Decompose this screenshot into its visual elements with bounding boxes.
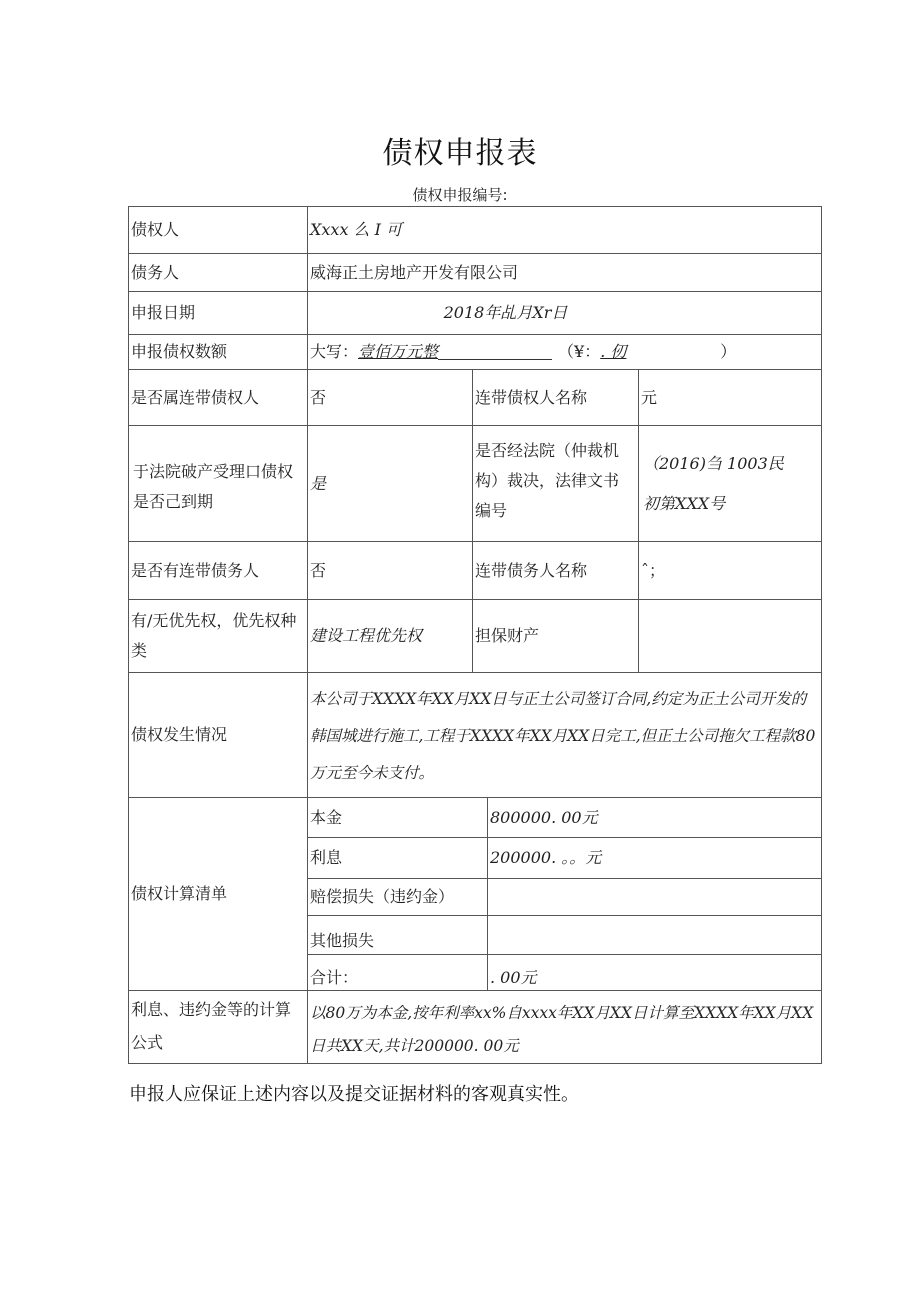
debtor-value: 威海正土房地产开发有限公司 (307, 253, 822, 292)
page-title: 债权申报表 (382, 136, 538, 171)
collateral-label: 担保财产 (472, 599, 639, 673)
calc-item-name: 利息 (307, 837, 488, 879)
calc-item-name: 合计： (307, 954, 488, 991)
calc-item-value (487, 878, 822, 916)
joint-debtor-name-value: ˆ； (638, 541, 822, 600)
joint-debtor-label: 是否有连带债务人 (128, 541, 308, 600)
due-value: 是 (307, 425, 473, 542)
amount-daxie-value: 壹佰万元整 (358, 342, 439, 361)
priority-label (128, 599, 308, 673)
priority-label-text: 有/无优先权，优先权种类 (131, 611, 297, 660)
ruling-value-text: （2016)刍 1003民初第XXX号 (643, 453, 784, 513)
amount-value (307, 334, 822, 370)
date-label: 申报日期 (128, 291, 308, 335)
joint-creditor-name-value: 元 (638, 369, 822, 426)
claim-number-label: 债权申报编号: (412, 186, 508, 204)
occurrence-label: 债权发生情况 (128, 672, 308, 798)
joint-creditor-name-label: 连带债权人名称 (472, 369, 639, 426)
amount-yen-close: ） (720, 342, 737, 361)
joint-creditor-value: 否 (307, 369, 473, 426)
joint-debtor-name-label: 连带债务人名称 (472, 541, 639, 600)
amount-label: 申报债权数额 (128, 334, 308, 370)
ruling-value (638, 425, 822, 542)
footer-statement: 申报人应保证上述内容以及提交证据材料的客观真实性。 (129, 1084, 579, 1105)
calc-item-name: 赔偿损失（违约金） (307, 878, 488, 916)
ruling-label-text: 是否经法院（仲裁机构）裁决，法律文书编号 (475, 441, 620, 520)
formula-value: 以80万为本金,按年利率xx%自xxxx年XX月XX日计算至XXXX年XX月XX日共XX天,共计200000. 00元 (307, 990, 822, 1064)
date-value: 2018年乩月Xr日 (307, 291, 822, 335)
joint-creditor-label: 是否属连带债权人 (128, 369, 308, 426)
calc-item-value: 800000. 00元 (487, 797, 822, 838)
collateral-value (638, 599, 822, 673)
calc-label: 债权计算清单 (128, 797, 308, 991)
joint-debtor-value: 否 (307, 541, 473, 600)
calc-item-name: 其他损失 (307, 915, 488, 955)
creditor-value: Xxxx 么 I 可 (307, 206, 822, 254)
formula-label-text: 利息、违约金等的计算公式 (131, 1000, 292, 1052)
calc-item-value: 200000. 。。元 (487, 837, 822, 879)
due-label (128, 425, 308, 542)
amount-daxie-label: 大写： (310, 342, 359, 361)
amount-yen-open: （¥： (558, 342, 601, 361)
formula-label (128, 990, 308, 1064)
creditor-label: 债权人 (128, 206, 308, 254)
amount-yen-value: . 仞 (600, 342, 627, 361)
calc-item-name: 本金 (307, 797, 488, 838)
amount-blank-line (438, 345, 552, 360)
occurrence-value: 本公司于XXXX年XX月XX日与正土公司签订合同,约定为正土公司开发的韩国城进行施工,工程于XXXX年XX月XX日完工,但正土公司拖欠工程款80万元至今未支付。 (307, 672, 822, 798)
debtor-label: 债务人 (128, 253, 308, 292)
due-label-text: 于法院破产受理口债权是否己到期 (133, 461, 294, 511)
calc-item-value (487, 915, 822, 955)
ruling-label (472, 425, 639, 542)
calc-item-value: . 00元 (487, 954, 822, 991)
priority-value: 建设工程优先权 (307, 599, 473, 673)
